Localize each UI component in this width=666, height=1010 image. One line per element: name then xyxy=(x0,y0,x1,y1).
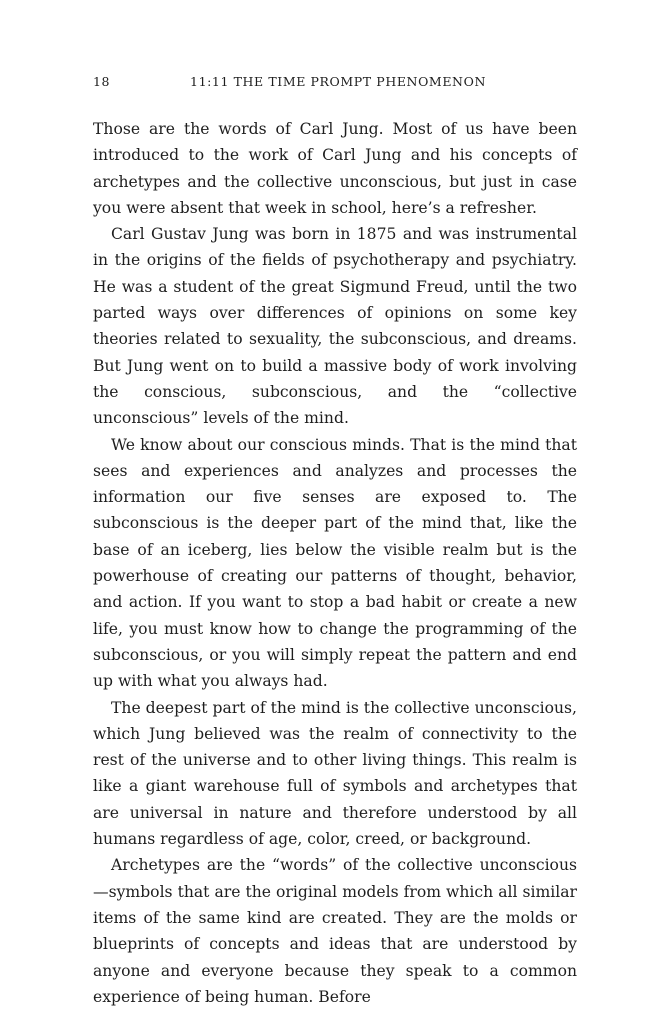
paragraph: We know about our conscious minds. That is the mind that sees and experiences and analyzes and processes the information our five senses are exposed to. The subconscious is the deeper part of the mind that, like the base of an iceberg, lies below the visible realm but is the powerhouse of creating our patterns of thought, behavior, and action. If you want to stop a bad habit or create a new life, you must know how to change the programming of the subconscious, or you will simply repeat the pattern and end up with what you always had. xyxy=(93,435,577,691)
body-text xyxy=(93,116,577,1010)
page-number: 18 xyxy=(93,74,111,89)
paragraph: Carl Gustav Jung was born in 1875 and was instrumental in the origins of the fields of psychotherapy and psychiatry. He was a student of the great Sigmund Freud, until the two parted ways over differences of opinions on some key theories related to sexuality, the subconscious, and dreams. But Jung went on to build a massive body of work involving the conscious, subconscious, and the “collective unconscious” levels of the mind. xyxy=(93,225,577,428)
paragraph: Those are the words of Carl Jung. Most of us have been introduced to the work of Carl Jung and his concepts of archetypes and the collective unconscious, but just in case you were absent that week in school, here’s a refresher. xyxy=(93,120,577,217)
paragraph: Archetypes are the “words” of the collective unconscious—symbols that are the original models from which all similar items of the same kind are created. They are the molds or blueprints of concepts and ideas that are understood by anyone and everyone because they speak to a common experience of being human. Before xyxy=(93,856,577,1006)
running-head xyxy=(93,74,577,92)
paragraph: The deepest part of the mind is the collective unconscious, which Jung believed was the realm of connectivity to the rest of the universe and to other living things. This realm is like a giant warehouse full of symbols and archetypes that are universal in nature and therefore understood by all humans regardless of age, color, creed, or background. xyxy=(93,698,577,849)
running-title: 11:11 THE TIME PROMPT PHENOMENON xyxy=(190,74,486,89)
